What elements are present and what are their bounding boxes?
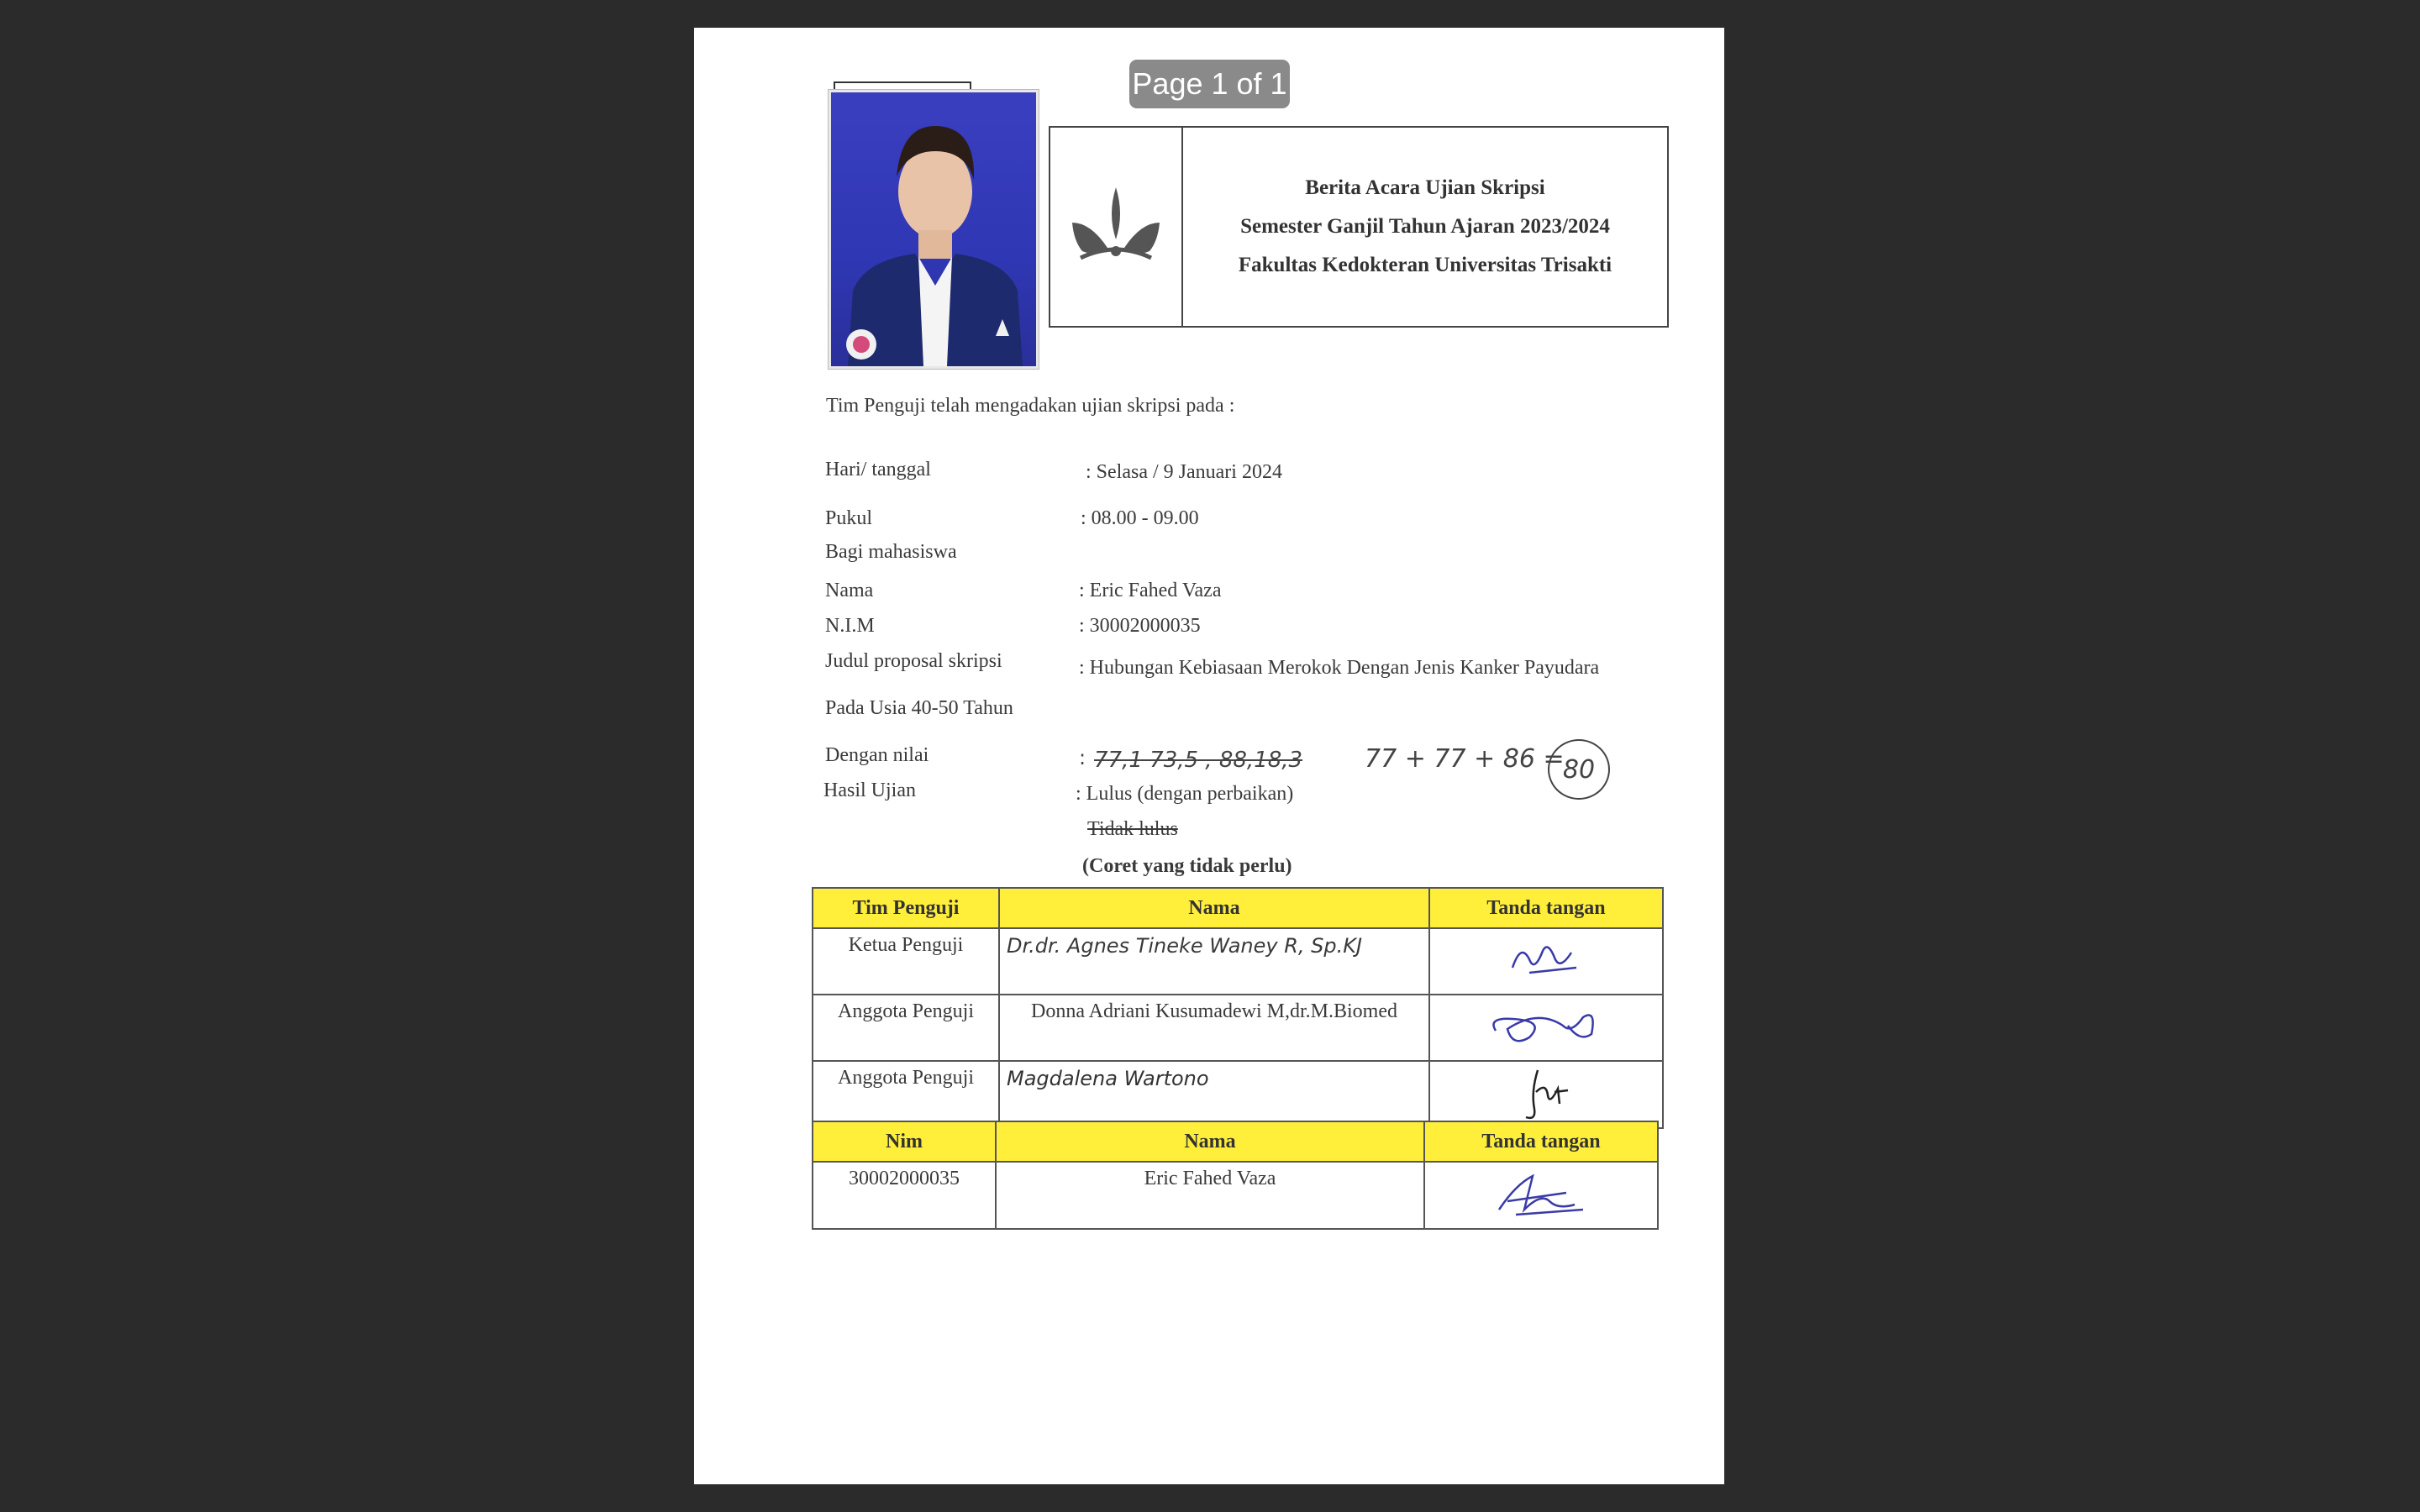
signature-icon [1479, 1000, 1613, 1051]
col-nama: Nama [999, 888, 1429, 928]
form-title-block [1183, 128, 1667, 326]
col-tanda-tangan: Tanda tangan [1429, 888, 1663, 928]
nilai-crossed-out: 77,1 73,5 , 88,18,3 [1094, 748, 1303, 773]
examiner-role: Anggota Penguji [813, 995, 999, 1061]
table-row [813, 995, 1663, 1061]
intro-text: Tim Penguji telah mengadakan ujian skripsi pada : [826, 395, 1235, 417]
col-nim: Nim [813, 1121, 996, 1162]
hasil-value: : Lulus (dengan perbaikan) [1076, 783, 1294, 805]
examiner-signature [1429, 1061, 1663, 1128]
examiner-signature [1429, 995, 1663, 1061]
hasil-struck-option: Tidak lulus [1087, 818, 1178, 840]
nilai-label: Dengan nilai [825, 744, 929, 766]
examiner-signature [1429, 928, 1663, 995]
col-tim-penguji: Tim Penguji [813, 888, 999, 928]
judul-continuation: Pada Usia 40-50 Tahun [825, 697, 1013, 719]
examiners-header-row [813, 888, 1663, 928]
bagi-mahasiswa-label: Bagi mahasiswa [825, 541, 957, 563]
hasil-label: Hasil Ujian [823, 780, 916, 801]
nim-value: : 30002000035 [1079, 615, 1201, 637]
page-indicator: Page 1 of 1 [1129, 60, 1290, 108]
student-name: Eric Fahed Vaza [996, 1162, 1424, 1229]
nim-label: N.I.M [825, 615, 875, 637]
signature-icon [1496, 934, 1597, 984]
form-faculty: Fakultas Kedokteran Universitas Trisakti [1238, 254, 1612, 276]
judul-label: Judul proposal skripsi [825, 650, 1002, 672]
student-table [812, 1121, 1659, 1230]
coret-note: (Coret yang tidak perlu) [1082, 855, 1292, 877]
table-row [813, 1061, 1663, 1128]
university-logo-cell [1050, 128, 1183, 326]
person-portrait-icon [831, 92, 1036, 366]
examiner-role: Anggota Penguji [813, 1061, 999, 1128]
nilai-sum: 77 + 77 + 86 = [1365, 744, 1565, 774]
examiner-name: Magdalena Wartono [999, 1061, 1429, 1128]
examiner-name: Donna Adriani Kusumadewi M,dr.M.Biomed [999, 995, 1429, 1061]
signature-icon [1487, 1067, 1605, 1121]
examiner-name: Dr.dr. Agnes Tineke Waney R, Sp.KJ [999, 928, 1429, 995]
form-header [1049, 126, 1669, 328]
hari-label: Hari/ tanggal [825, 459, 931, 480]
student-header-row [813, 1121, 1658, 1162]
signature-icon [1482, 1168, 1600, 1221]
form-title: Berita Acara Ujian Skripsi [1305, 176, 1545, 199]
examiners-table [812, 887, 1664, 1129]
student-photo [829, 90, 1039, 369]
nilai-final-circled: 80 [1548, 739, 1610, 800]
trisakti-logo-icon [1065, 181, 1166, 273]
nama-value: : Eric Fahed Vaza [1079, 580, 1222, 601]
pukul-value: : 08.00 - 09.00 [1081, 507, 1199, 529]
nama-label: Nama [825, 580, 874, 601]
table-row [813, 1162, 1658, 1229]
form-semester: Semester Ganjil Tahun Ajaran 2023/2024 [1240, 215, 1610, 238]
judul-value: : Hubungan Kebiasaan Merokok Dengan Jenis Kanker Payudara [1079, 657, 1600, 679]
pukul-label: Pukul [825, 507, 873, 529]
examiner-role: Ketua Penguji [813, 928, 999, 995]
hari-value: : Selasa / 9 Januari 2024 [1086, 461, 1282, 483]
student-signature [1424, 1162, 1658, 1229]
col-tanda-tangan: Tanda tangan [1424, 1121, 1658, 1162]
table-row [813, 928, 1663, 995]
student-nim: 30002000035 [813, 1162, 996, 1229]
col-nama: Nama [996, 1121, 1424, 1162]
